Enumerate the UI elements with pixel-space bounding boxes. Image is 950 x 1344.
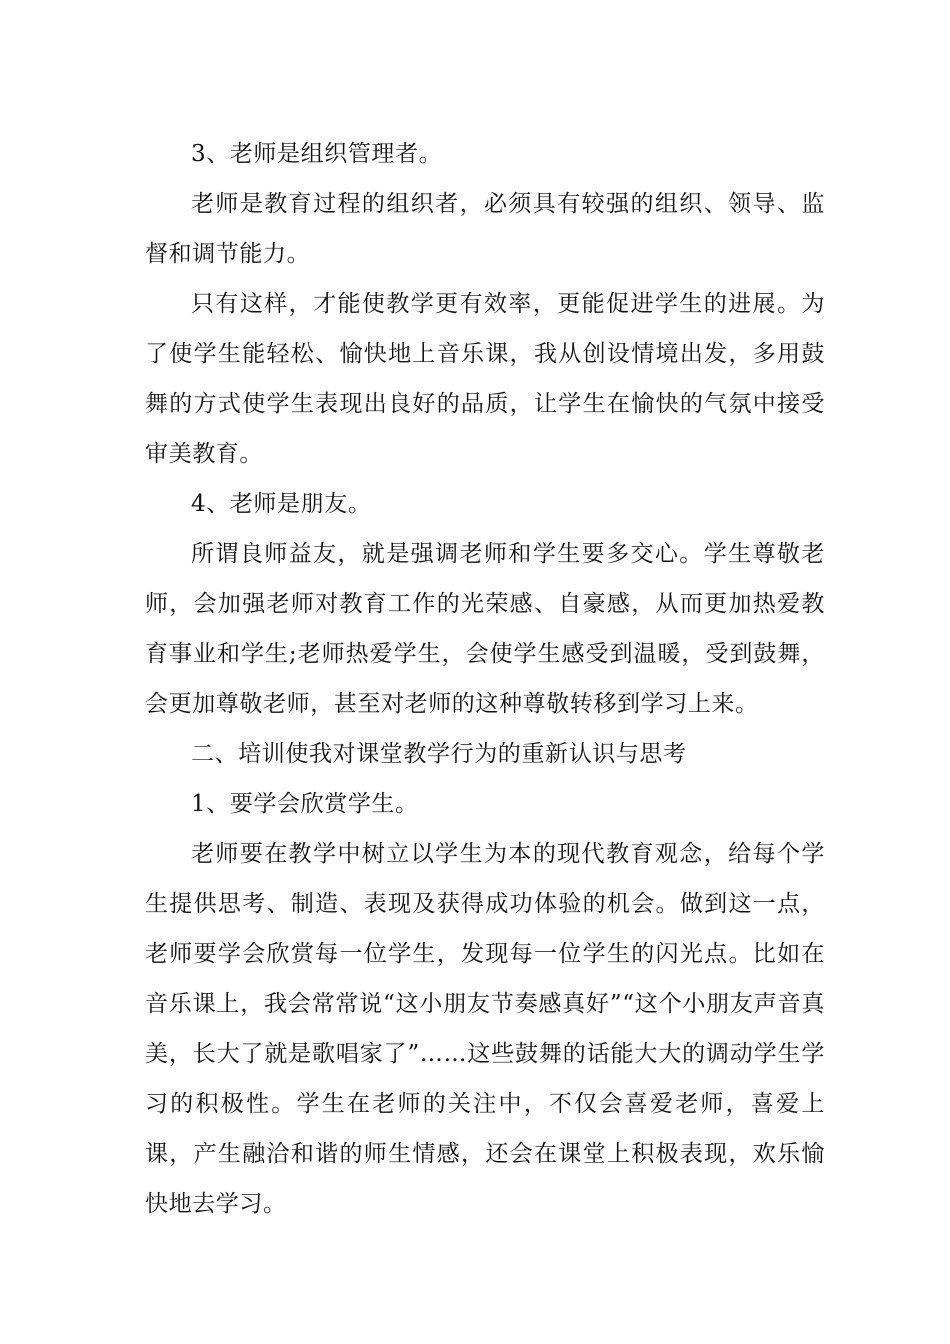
section-heading-2: 二、培训使我对课堂教学行为的重新认识与思考: [191, 741, 687, 767]
paragraph-appreciate: 老师要在教学中树立以学生为本的现代教育观念，给每个学生提供思考、制造、表现及获得成功体验的机会。做到这一点，老师要学会欣赏每一位学生，发现每一位学生的闪光点。比如在音乐课上，我会常常说“这小朋友节奏感真好”“这个小朋友声音真美，长大了就是歌唱家了”……这些鼓舞的话能大大的调动学生学习的积极性。学生在老师的关注中，不仅会喜爱老师，喜爱上课，产生融洽和谐的师生情感，还会在课堂上积极表现，欢乐愉快地去学习。: [145, 841, 825, 1217]
paragraph-heading-3: 3、老师是组织管理者。: [191, 141, 443, 167]
paragraph-efficiency: 只有这样，才能使教学更有效率，更能促进学生的进展。为了使学生能轻松、愉快地上音乐课，我从创设情境出发，多用鼓舞的方式使学生表现出良好的品质，让学生在愉快的气氛中接受审美教育。: [145, 291, 825, 467]
paragraph-heading-1: 1、要学会欣赏学生。: [191, 791, 419, 817]
paragraph-heading-4: 4、老师是朋友。: [191, 491, 372, 517]
document-body: [145, 129, 825, 1229]
paragraph-friend: 所谓良师益友，就是强调老师和学生要多交心。学生尊敬老师，会加强老师对教育工作的光荣感、自豪感，从而更加热爱教育事业和学生;老师热爱学生，会使学生感受到温暖，受到鼓舞，会更加尊敬老师，甚至对老师的这种尊敬转移到学习上来。: [145, 541, 825, 717]
paragraph-organizer: 老师是教育过程的组织者，必须具有较强的组织、领导、监督和调节能力。: [145, 191, 825, 267]
